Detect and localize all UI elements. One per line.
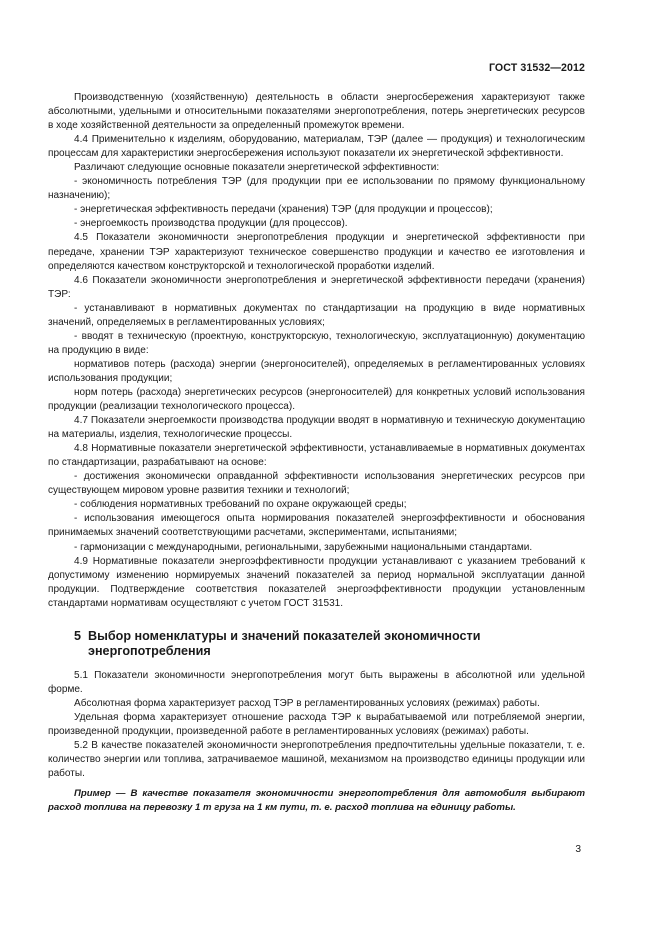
paragraph-4-8: 4.8 Нормативные показатели энергетической эффективности, устанавливаемые в нормативных документах по стандартизации, разрабатывают на основе: — [48, 443, 585, 469]
section-5-heading — [74, 629, 585, 659]
paragraph-5-2: 5.2 В качестве показателей экономичности энергопотребления предпочтительны удельные показатели, т. е. количество энергии или топлива, затрачиваемое машиной, механизмом на производство единицы продукции или работы. — [48, 739, 585, 780]
document-body — [48, 91, 585, 814]
paragraph: Удельная форма характеризует отношение расхода ТЭР к вырабатываемой или потребляемой энергии, произведенной продукции, произведенной работе в регламентированных условиях (режимах) работы. — [48, 711, 585, 737]
list-item: нормативов потерь (расхода) энергии (энергоносителей), определяемых в регламентированных условиях использования продукции; — [48, 358, 585, 384]
paragraph-4-5: 4.5 Показатели экономичности энергопотребления продукции и энергетической эффективности при передаче, хранении ТЭР характеризуют техническое совершенство продукции и качество ее изготовления и определяются качеством конструкторской и технологической проработки изделий. — [48, 232, 585, 272]
list-item: - энергетическая эффективность передачи (хранения) ТЭР (для продукции и процессов); — [74, 204, 493, 216]
list-item: - соблюдения нормативных требований по охране окружающей среды; — [74, 499, 407, 511]
section-number: 5 — [74, 628, 82, 643]
example-note: Пример — В качестве показателя экономичности энергопотребления для автомобиля выбирают расход топлива на перевозку 1 т груза на 1 км пути, т. е. расход топлива на единицу работы. — [48, 788, 585, 813]
paragraph: Абсолютная форма характеризует расход ТЭР в регламентированных условиях (режимах) работы. — [74, 697, 540, 709]
page-number: 3 — [575, 844, 581, 855]
section-title-line2: энергопотребления — [88, 643, 211, 658]
list-item: норм потерь (расхода) энергетических ресурсов (энергоносителей) для конкретных условий использования продукции (реализации технологического процесса). — [48, 386, 585, 413]
standard-header: ГОСТ 31532—2012 — [488, 62, 585, 74]
list-item: - достижения экономически оправданной эффективности использования энергетических ресурсов при существующем мировом уровне развития техники и технологий; — [48, 471, 585, 497]
list-item: - использования имеющегося опыта нормирования показателей энергоэффективности и обоснования принимаемых значений соответствующими расчетами, экспериментами, испытаниями; — [48, 513, 585, 539]
paragraph-4-7: 4.7 Показатели энергоемкости производства продукции вводят в нормативную и техническую документацию на материалы, изделия, технологические процессы. — [48, 415, 585, 441]
list-item: - гармонизации с международными, региональными, зарубежными национальными стандартами. — [74, 541, 533, 553]
paragraph: Различают следующие основные показатели энергетической эффективности: — [74, 162, 440, 174]
list-item: - экономичность потребления ТЭР (для продукции при ее использовании по прямому функциональному назначению); — [48, 176, 585, 202]
paragraph-4-4: 4.4 Применительно к изделиям, оборудованию, материалам, ТЭР (далее — продукция) и технологическим процессам для характеристики энергосбережения используют показатели их энергетической эффективности. — [48, 134, 585, 160]
list-item: - энергоемкость производства продукции (для процессов). — [74, 218, 348, 230]
list-item: - вводят в техническую (проектную, конструкторскую, технологическую, эксплуатационную) документацию на продукцию в виде: — [48, 330, 585, 356]
paragraph-4-9: 4.9 Нормативные показатели энергоэффективности продукции устанавливают с указанием требований к допустимому изменению нормируемых значений показателей за период нормальной эксплуатации данной продукции. Подтверждение соответствия показателей энергоэффективности продукции установленным стандартами нормативам осуществляют с учетом ГОСТ 31531. — [48, 555, 585, 609]
section-title-line1: Выбор номенклатуры и значений показателей экономичности — [88, 628, 481, 643]
paragraph-5-1: 5.1 Показатели экономичности энергопотребления могут быть выражены в абсолютной или удельной форме. — [48, 669, 585, 695]
paragraph-4-6: 4.6 Показатели экономичности энергопотребления и энергетической эффективности передачи (хранения) ТЭР: — [48, 274, 585, 300]
list-item: - устанавливают в нормативных документах по стандартизации на продукцию в виде нормативных значений, определяемых в регламентированных условиях; — [48, 302, 585, 328]
paragraph: Производственную (хозяйственную) деятельность в области энергосбережения характеризуют также абсолютными, удельными и относительными показателями энергопотребления, потерь энергетических ресурсов в ходе хозяйственной деятельности за определенный промежуток времени. — [48, 92, 585, 132]
